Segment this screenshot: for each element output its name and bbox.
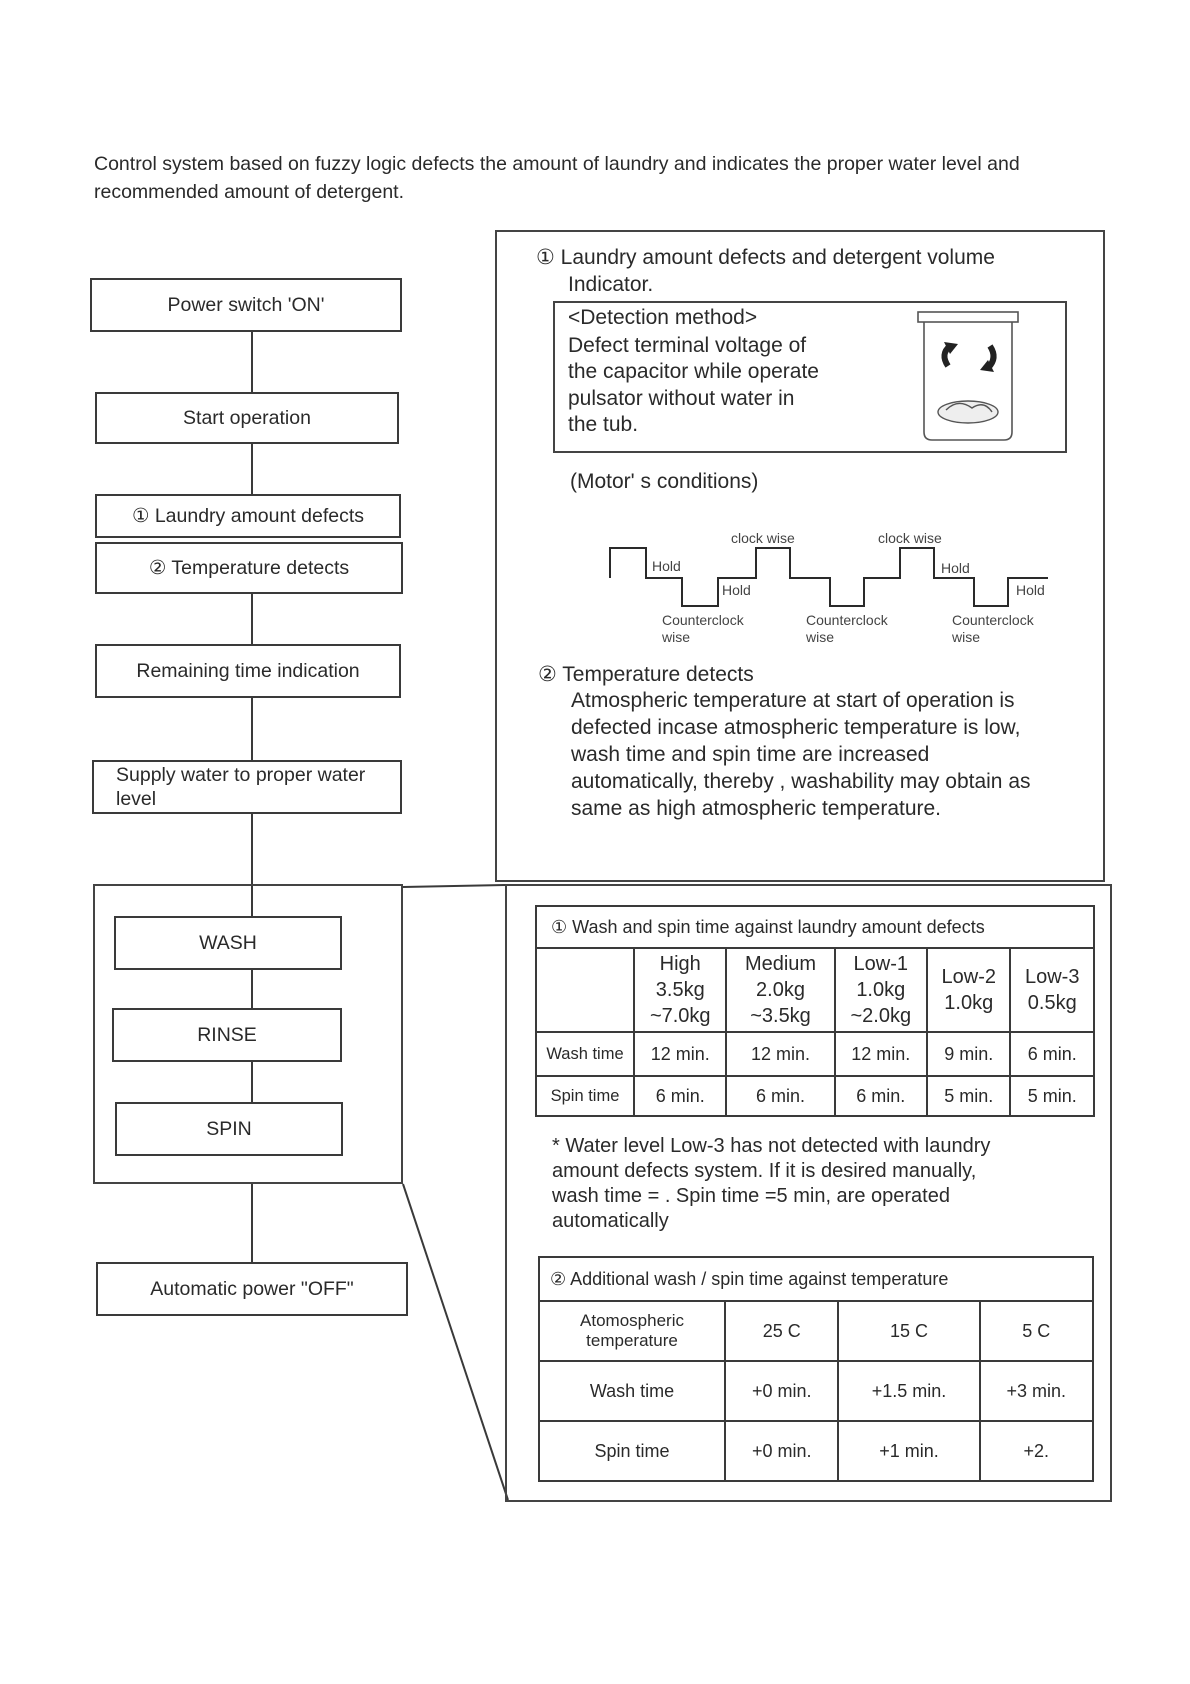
table-cell: 6 min. — [634, 1076, 726, 1116]
table-cell: 5 min. — [1010, 1076, 1094, 1116]
table-row — [539, 1421, 1093, 1481]
header-line: Medium — [744, 953, 817, 975]
note-line: automatically — [552, 1210, 669, 1232]
table-cell: +1 min. — [838, 1421, 979, 1481]
wave-label-hold: Hold — [941, 560, 970, 576]
intro-paragraph: Control system based on fuzzy logic defects the amount of laundry and indicates the proper water level and recommended amount of detergent. — [94, 153, 1020, 203]
note-line: amount defects system. If it is desired manually, — [552, 1160, 977, 1182]
row-label: Spin time — [539, 1421, 725, 1481]
header-line: Low-1 — [853, 953, 909, 975]
header-empty — [536, 948, 634, 1032]
note-line: * Water level Low-3 has not detected with laundry — [552, 1135, 991, 1157]
detection-line: pulsator without water in — [568, 387, 795, 410]
header-low-1 — [835, 948, 927, 1032]
wave-label-clockwise: clock wise — [878, 530, 942, 546]
table-cell: +3 min. — [980, 1361, 1093, 1421]
temperature-line: wash time and spin time are increased — [571, 743, 930, 766]
table-cell: +0 min. — [725, 1421, 838, 1481]
wave-label-hold: Hold — [1016, 582, 1045, 598]
header-line: 1.0kg — [856, 979, 906, 1001]
panel1-heading-line2: Indicator. — [568, 273, 654, 296]
table-row — [536, 1076, 1094, 1116]
table-cell: 12 min. — [634, 1032, 726, 1076]
row-label: Wash time — [536, 1032, 634, 1076]
table-cell: 9 min. — [927, 1032, 1010, 1076]
header-atmospheric-temperature: Atomospheric temperature — [539, 1301, 725, 1361]
wave-label-clockwise: clock wise — [731, 530, 795, 546]
header-line: 0.5kg — [1027, 992, 1077, 1014]
temperature-line: automatically, thereby , washability may obtain as — [571, 770, 1031, 793]
row-label: Wash time — [539, 1361, 725, 1421]
wave-label-hold: Hold — [722, 582, 751, 598]
wave-label-counterclockwise: Counterclock — [662, 612, 744, 628]
flow-label: Automatic power "OFF" — [150, 1277, 354, 1300]
table-cell: 6 min. — [1010, 1032, 1094, 1076]
wave-label-counterclockwise: wise — [662, 629, 691, 645]
flow-label: Start operation — [183, 406, 311, 429]
table-title-row — [539, 1257, 1093, 1301]
header-medium — [726, 948, 834, 1032]
flow-label: ② Temperature detects — [148, 557, 350, 579]
table-cell: 12 min. — [835, 1032, 927, 1076]
table-header-row — [539, 1301, 1093, 1361]
header-high — [634, 948, 726, 1032]
temperature-line: defected incase atmospheric temperature is low, — [571, 716, 1021, 739]
header-15c: 15 C — [838, 1301, 979, 1361]
table-cell: +0 min. — [725, 1361, 838, 1421]
table-cell: +2. — [980, 1421, 1093, 1481]
flow-label: Remaining time indication — [136, 659, 360, 682]
header-line: 3.5kg — [655, 979, 705, 1001]
row-label: Spin time — [536, 1076, 634, 1116]
table-cell: 6 min. — [835, 1076, 927, 1116]
table-cell: +1.5 min. — [838, 1361, 979, 1421]
flow-label: Power switch 'ON' — [167, 293, 325, 316]
flow-label: WASH — [199, 931, 257, 954]
table-cell: 5 min. — [927, 1076, 1010, 1116]
header-line: 1.0kg — [944, 992, 994, 1014]
header-line: High — [659, 953, 701, 975]
table-title-row — [536, 906, 1094, 948]
temperature-detects-title: ② Temperature detects — [538, 663, 754, 686]
header-low-3 — [1010, 948, 1094, 1032]
header-line: ~7.0kg — [649, 1005, 711, 1027]
flow-label: Supply water to proper water level — [116, 764, 366, 810]
header-line: 2.0kg — [756, 979, 805, 1001]
wave-label-counterclockwise: wise — [806, 629, 835, 645]
wave-label-hold: Hold — [652, 558, 681, 574]
detection-line: Defect terminal voltage of — [568, 334, 807, 357]
header-line: Low-3 — [1024, 966, 1080, 988]
header-5c: 5 C — [980, 1301, 1093, 1361]
tub-illustration — [910, 308, 1026, 446]
header-25c: 25 C — [725, 1301, 838, 1361]
flow-label: RINSE — [197, 1023, 257, 1046]
table-row — [539, 1361, 1093, 1421]
flow-label: SPIN — [206, 1117, 252, 1140]
table-row — [536, 1032, 1094, 1076]
temperature-time-table — [538, 1256, 1094, 1482]
detection-line: the capacitor while operate — [568, 360, 819, 383]
table-header-row — [536, 948, 1094, 1032]
table-cell: 6 min. — [726, 1076, 834, 1116]
flow-label: ① Laundry amount defects — [131, 505, 365, 527]
table-cell: 12 min. — [726, 1032, 834, 1076]
header-line: ~2.0kg — [850, 1005, 912, 1027]
header-line: ~3.5kg — [750, 1005, 811, 1027]
wave-label-counterclockwise: Counterclock — [806, 612, 888, 628]
detection-line: the tub. — [568, 413, 639, 436]
table-title: ① Wash and spin time against laundry amount defects — [536, 906, 1094, 948]
header-low-2 — [927, 948, 1010, 1032]
panel1-heading-line1: ① Laundry amount defects and detergent volume — [536, 246, 995, 269]
wave-label-counterclockwise: wise — [952, 629, 981, 645]
laundry-time-table — [535, 905, 1095, 1117]
table-title: ② Additional wash / spin time against temperature — [539, 1257, 1093, 1301]
header-line: Low-2 — [941, 966, 996, 988]
note-line: wash time = . Spin time =5 min, are operated — [552, 1185, 950, 1207]
temperature-line: Atmospheric temperature at start of operation is — [571, 689, 1015, 712]
wave-label-counterclockwise: Counterclock — [952, 612, 1034, 628]
motor-conditions-title: (Motor' s conditions) — [570, 470, 759, 493]
motor-waveform — [600, 540, 1050, 610]
temperature-line: same as high atmospheric temperature. — [571, 797, 942, 820]
detection-method-title: <Detection method> — [568, 306, 758, 329]
